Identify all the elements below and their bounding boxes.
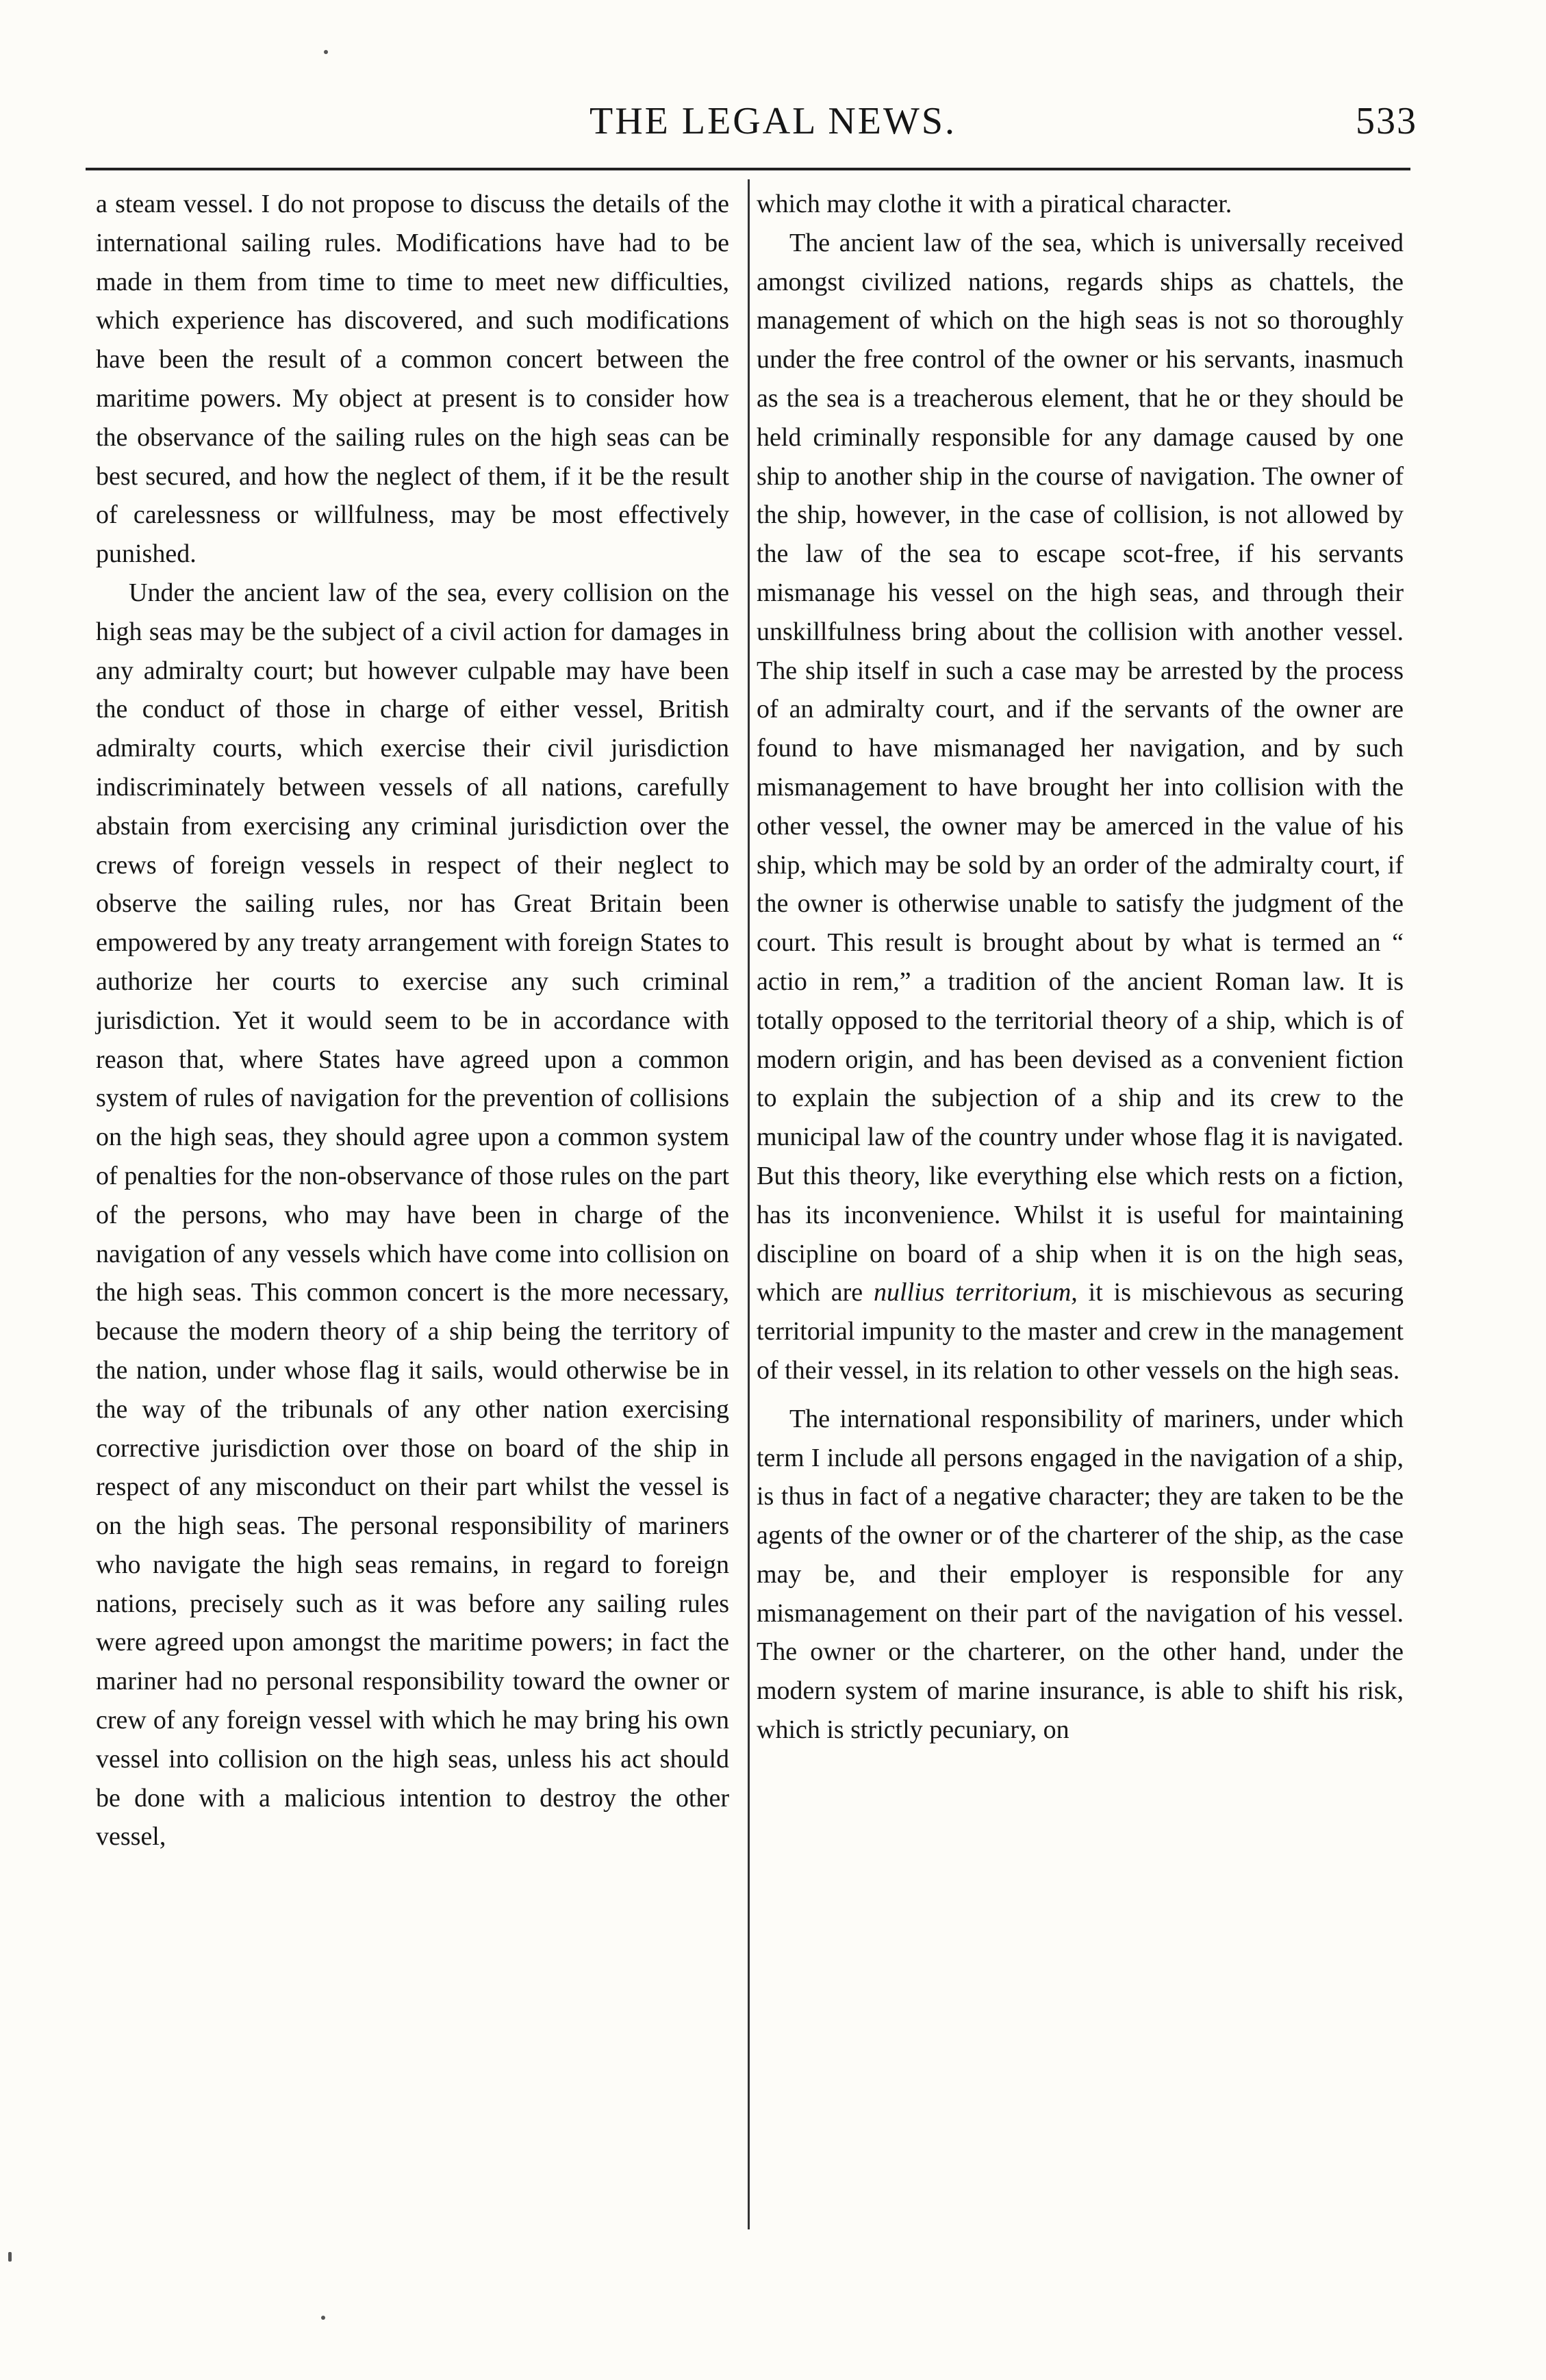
running-head <box>0 99 1546 154</box>
left-paragraph-2: Under the ancient law of the sea, every collision on the high seas may be the subject of a civil action for damages in any admiralty court; but however culpable may have been the conduct of those in charge of either vessel, British admiralty courts, which exercise their civil jurisdiction indiscriminately between vessels of all nations, carefully abstain from exercising any criminal jurisdiction over the crews of foreign vessels in respect of their neglect to observe the sailing rules, nor has Great Britain been empowered by any treaty arrangement with foreign States to authorize her courts to exercise any such criminal jurisdiction. Yet it would seem to be in accordance with reason that, where States have agreed upon a common system of rules of navigation for the prevention of collisions on the high seas, they should agree upon a common system of penalties for the non-observance of those rules on the part of the persons, who may have been in charge of the navigation of any vessels which have come into collision on the high seas. This common concert is the more necessary, because the modern theory of a ship being the territory of the nation, under whose flag it sails, would otherwise be in the way of the tribunals of any other nation exercising corrective jurisdiction over those on board of the ship in respect of any misconduct on their part whilst the vessel is on the high seas. The personal responsibility of mariners who navigate the high seas remains, in regard to foreign nations, precisely such as it was before any sailing rules were agreed upon amongst the maritime powers; in fact the mariner had no personal responsibility toward the owner or crew of any foreign vessel with which he may bring his own vessel into collision on the high seas, unless his act should be done with a malicious intention to destroy the other vessel, <box>96 578 729 1852</box>
header-rule <box>86 168 1410 170</box>
latin-phrase: nullius territorium, <box>874 1278 1078 1307</box>
right-paragraph-1-text: which may clothe it with a piratical character. <box>757 190 1232 218</box>
print-speck <box>321 2316 325 2320</box>
right-paragraph-1 <box>757 185 1404 224</box>
column-divider <box>748 179 750 2229</box>
right-paragraph-3 <box>757 1400 1404 1750</box>
print-speck <box>324 50 328 54</box>
journal-title: THE LEGAL NEWS. <box>590 100 956 142</box>
right-paragraph-2-text: The ancient law of the sea, which is universally received amongst civilized nations, regards ships as chattels, the management of which on the high seas is not so thoroughly under the free control of the owner or his servants, inasmuch as the sea is a treacherous element, that he or they should be held criminally responsible for any damage caused by one ship to another ship in the course of navigation. The owner of the ship, however, in the case of collision, is not allowed by the law of the sea to escape scot-free, if his servants mismanage his vessel on the high seas, and through their unskillfulness bring about the collision with another vessel. The ship itself in such a case may be arrested by the process of an admiralty court, and if the servants of the owner are found to have mismanaged her navigation, and by such mismanagement to have brought her into collision with the other vessel, the owner may be amerced in the value of his ship, which may be sold by an order of the admiralty court, if the owner is otherwise unable to satisfy the judgment of the court. This result is brought about by what is termed an “ actio in rem,” a tradition of the ancient Roman law. It is totally opposed to the territorial theory of a ship, which is of modern origin, and has been devised as a convenient fiction to explain the subjection of a ship and its crew to the municipal law of the country under whose flag it is navigated. But this theory, like everything else which rests on a fiction, has its inconvenience. Whilst it is useful for maintaining discipline on board of a ship when it is on the high seas, which are <box>757 228 1404 1307</box>
right-paragraph-2-text-end: it is mischievous as securing territorial impunity to the master and crew in the management of their vessel, in its relation to other vessels on the high seas. <box>757 1278 1404 1385</box>
right-paragraph-2 <box>757 224 1404 1390</box>
left-paragraph-1: a steam vessel. I do not propose to discuss the details of the international sailing rules. Modifications have had to be made in them from time to time to meet new difficulties, which experience has discovered, and such modifications have been the result of a common concert between the maritime powers. My object at present is to consider how the observance of the sailing rules on the high seas can be best secured, and how the neglect of them, if it be the result of carelessness or willfulness, may be most effectively punished. <box>96 190 729 569</box>
left-column <box>96 185 729 1856</box>
right-paragraph-3-text: The international responsibility of mariners, under which term I include all persons engaged in the navigation of a ship, is thus in fact of a negative character; they are taken to be the agents of the owner or of the charterer of the ship, as the case may be, and their employer is responsible for any mismanagement on their part of the navigation of his vessel. The owner or the charterer, on the other hand, under the modern system of marine insurance, is able to shift his risk, which is strictly pecuniary, on <box>757 1404 1404 1745</box>
page-number: 533 <box>1356 100 1417 142</box>
print-speck <box>8 2252 12 2262</box>
right-column <box>757 185 1404 1750</box>
